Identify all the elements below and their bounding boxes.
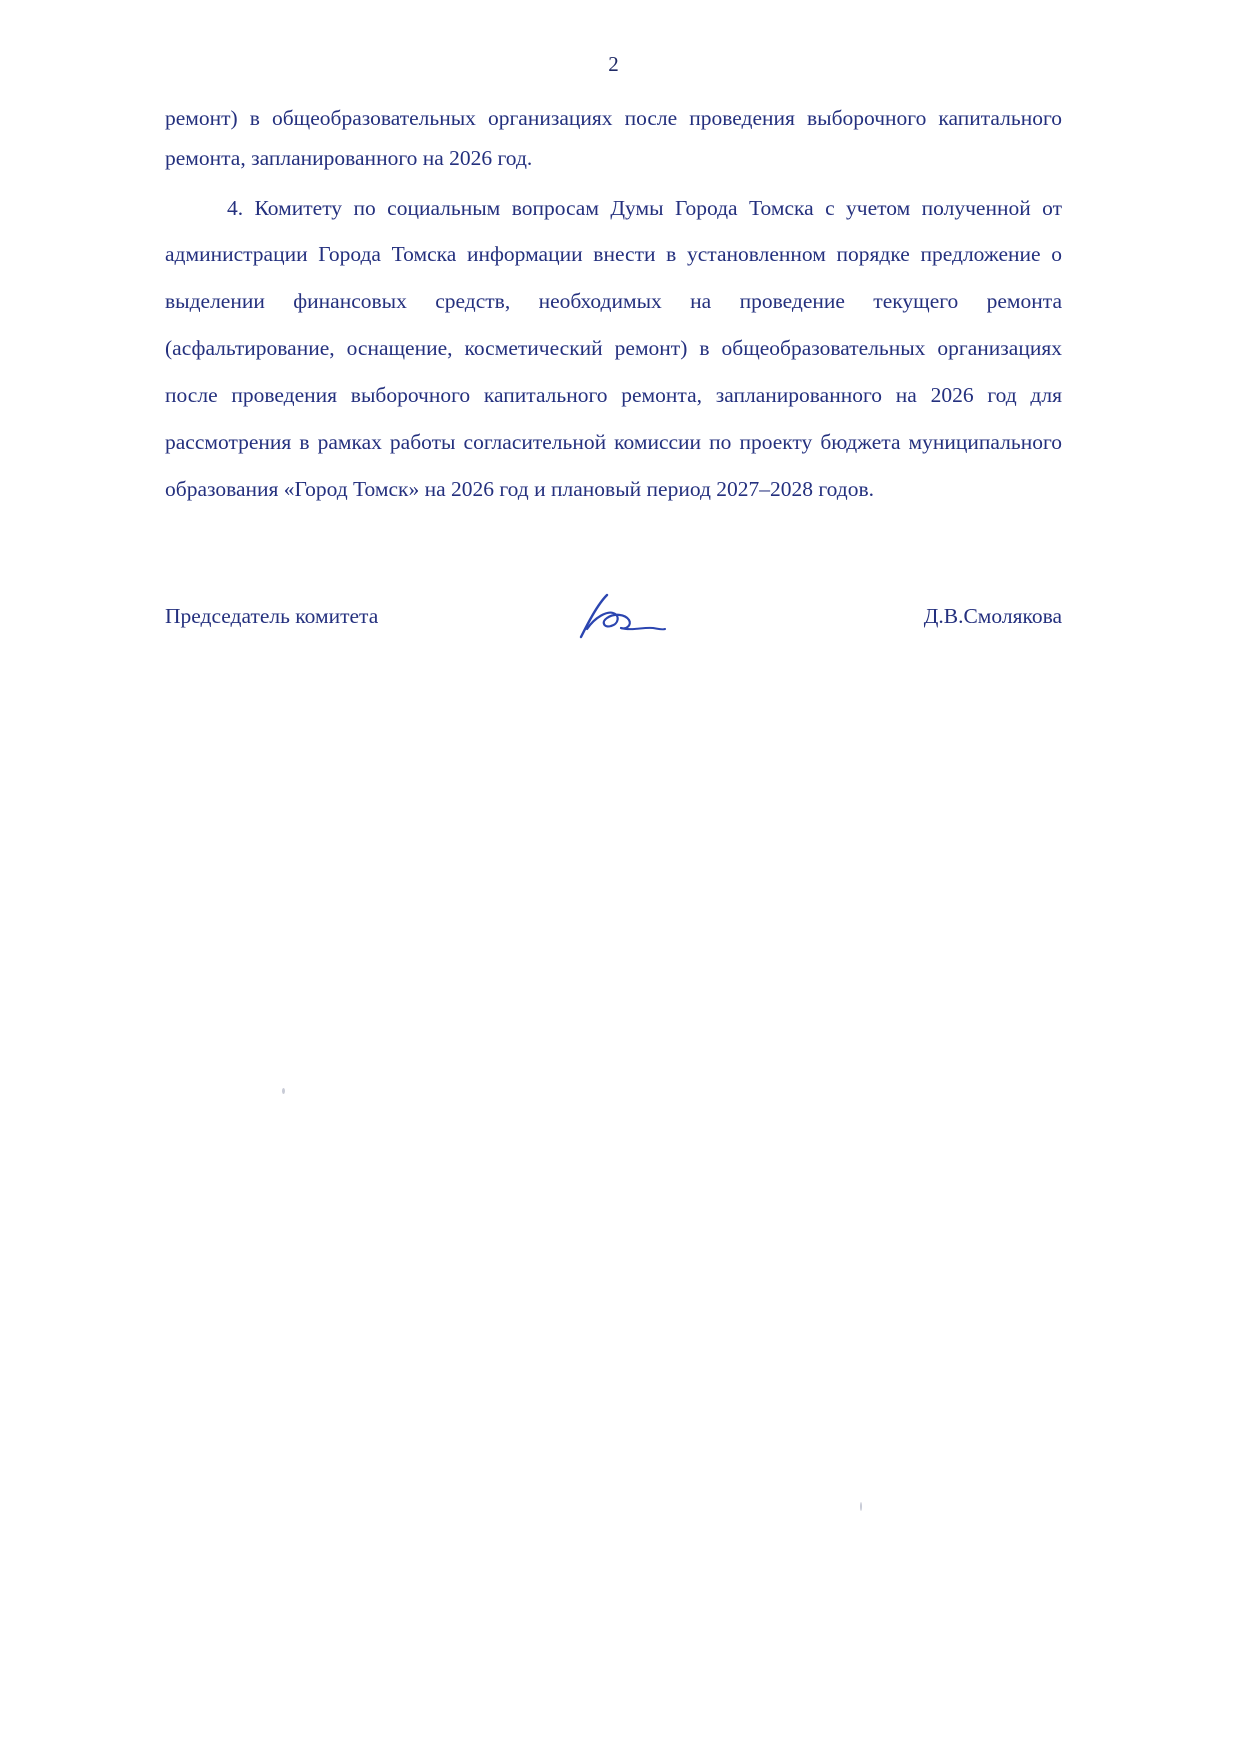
signature-block	[165, 591, 1062, 643]
paragraph-item-4: 4. Комитету по социальным вопросам Думы Города Томска с учетом полученной от администрации Города Томска информации внести в установленном порядке предложение о выделении финансовых средств, необходимых на проведение текущего ремонта (асфальтирование, оснащение, косметический ремонт) в общеобразовательных организациях после проведения выборочного капитального ремонта, запланированного на 2026 год для рассмотрения в рамках работы согласительной комиссии по проекту бюджета муниципального образования «Город Томск» на 2026 год и плановый период 2027–2028 годов.	[165, 195, 1062, 501]
handwritten-signature-icon	[348, 591, 893, 643]
paragraph-continuation: ремонт) в общеобразовательных организациях после проведения выборочного капитального ремонта, запланированного на 2026 год.	[165, 106, 1062, 170]
signature-role-label: Председатель комитета	[165, 604, 379, 629]
page-number: 2	[608, 52, 619, 76]
scan-artifact	[860, 1502, 862, 1511]
scan-artifact	[282, 1088, 285, 1094]
signatory-name: Д.В.Смолякова	[923, 604, 1062, 629]
